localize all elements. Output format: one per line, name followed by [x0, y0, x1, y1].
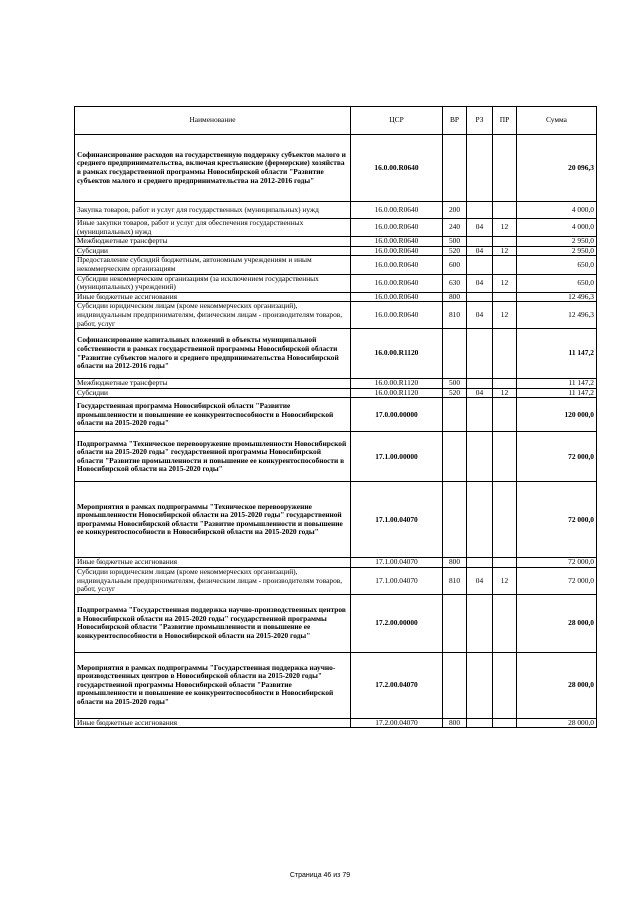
- cell-vr: 810: [443, 567, 467, 594]
- cell-csr: 17.1.00.00000: [351, 432, 443, 482]
- table-row: [75, 237, 597, 247]
- cell-vr: 600: [443, 256, 467, 274]
- cell-csr: 16.0.00.R0640: [351, 202, 443, 219]
- cell-sum: 72 000,0: [517, 567, 597, 594]
- cell-pr: 12: [493, 388, 517, 398]
- cell-pr: [493, 329, 517, 379]
- header-csr: ЦСР: [351, 107, 443, 135]
- cell-csr: 16.0.00.R0640: [351, 237, 443, 247]
- cell-pr: [493, 398, 517, 432]
- cell-sum: 28 000,0: [517, 594, 597, 652]
- cell-name: Субсидии юридическим лицам (кроме некоммерческих организаций), индивидуальным предпринимателям, физическим лицам - производителям товаров, работ, услуг: [75, 567, 351, 594]
- cell-csr: 16.0.00.R1120: [351, 379, 443, 389]
- cell-csr: 17.1.00.04070: [351, 567, 443, 594]
- cell-vr: 630: [443, 274, 467, 292]
- cell-rz: [467, 558, 493, 568]
- page-footer: Страница 46 из 79: [289, 872, 351, 879]
- cell-sum: 650,0: [517, 274, 597, 292]
- cell-name: Государственная программа Новосибирской области "Развитие промышленности и повышение ее конкурентоспособности в Новосибирской области на 2015-2020 годы": [75, 398, 351, 432]
- cell-name: Межбюджетные трансферты: [75, 237, 351, 247]
- cell-pr: [493, 558, 517, 568]
- cell-csr: 17.1.00.04070: [351, 558, 443, 568]
- cell-sum: 650,0: [517, 256, 597, 274]
- cell-rz: [467, 379, 493, 389]
- cell-vr: [443, 329, 467, 379]
- table-row: [75, 652, 597, 718]
- cell-sum: 12 496,3: [517, 302, 597, 329]
- table-row: [75, 274, 597, 292]
- cell-rz: [467, 292, 493, 302]
- cell-vr: 800: [443, 558, 467, 568]
- table-row: [75, 292, 597, 302]
- cell-vr: 240: [443, 219, 467, 237]
- cell-name: Закупка товаров, работ и услуг для государственных (муниципальных) нужд: [75, 202, 351, 219]
- cell-pr: [493, 718, 517, 728]
- cell-rz: 04: [467, 567, 493, 594]
- table-row: [75, 302, 597, 329]
- table-row: [75, 135, 597, 202]
- cell-name: Софинансирование капитальных вложений в объекты муниципальной собственности в рамках государственной программы Новосибирской области "Развитие субъектов малого и среднего предпринимательства Новосибирской области на 2012-2016 годы": [75, 329, 351, 379]
- cell-csr: 17.2.00.04070: [351, 652, 443, 718]
- cell-csr: 16.0.00.R0640: [351, 135, 443, 202]
- cell-name: Иные бюджетные ассигнования: [75, 558, 351, 568]
- cell-sum: 2 950,0: [517, 237, 597, 247]
- cell-name: Иные бюджетные ассигнования: [75, 718, 351, 728]
- cell-pr: 12: [493, 274, 517, 292]
- cell-name: Предоставление субсидий бюджетным, автономным учреждениям и иным некоммерческим организациям: [75, 256, 351, 274]
- cell-pr: [493, 237, 517, 247]
- cell-pr: [493, 432, 517, 482]
- cell-vr: 800: [443, 292, 467, 302]
- cell-csr: 17.0.00.00000: [351, 398, 443, 432]
- cell-rz: [467, 398, 493, 432]
- cell-csr: 16.0.00.R0640: [351, 302, 443, 329]
- cell-csr: 16.0.00.R0640: [351, 219, 443, 237]
- table-row: [75, 329, 597, 379]
- cell-name: Субсидии юридическим лицам (кроме некоммерческих организаций), индивидуальным предпринимателям, физическим лицам - производителям товаров, работ, услуг: [75, 302, 351, 329]
- cell-pr: [493, 202, 517, 219]
- table-row: [75, 718, 597, 728]
- cell-pr: [493, 482, 517, 558]
- cell-csr: 17.1.00.04070: [351, 482, 443, 558]
- table-row: [75, 398, 597, 432]
- cell-vr: [443, 652, 467, 718]
- cell-rz: [467, 135, 493, 202]
- cell-pr: [493, 594, 517, 652]
- table-row: [75, 482, 597, 558]
- table-row: [75, 246, 597, 256]
- cell-vr: 500: [443, 379, 467, 389]
- cell-csr: 16.0.00.R1120: [351, 388, 443, 398]
- cell-rz: [467, 482, 493, 558]
- cell-pr: 12: [493, 246, 517, 256]
- cell-rz: [467, 718, 493, 728]
- cell-csr: 16.0.00.R0640: [351, 292, 443, 302]
- table-row: [75, 379, 597, 389]
- cell-csr: 17.2.00.00000: [351, 594, 443, 652]
- cell-vr: 520: [443, 246, 467, 256]
- cell-rz: 04: [467, 302, 493, 329]
- budget-table: [74, 106, 597, 728]
- cell-sum: 28 000,0: [517, 718, 597, 728]
- cell-csr: 16.0.00.R1120: [351, 329, 443, 379]
- cell-sum: 72 000,0: [517, 432, 597, 482]
- cell-sum: 72 000,0: [517, 482, 597, 558]
- cell-vr: 800: [443, 718, 467, 728]
- cell-pr: [493, 379, 517, 389]
- cell-name: Софинансирование расходов на государственную поддержку субъектов малого и среднего предпринимательства, включая крестьянские (фермерские) хозяйства в рамках государственной программы Новосибирской области "Развитие субъектов малого и среднего предпринимательства на 2012-2016 годы": [75, 135, 351, 202]
- table-row: [75, 567, 597, 594]
- cell-name: Субсидии: [75, 246, 351, 256]
- cell-rz: [467, 202, 493, 219]
- cell-sum: 12 496,3: [517, 292, 597, 302]
- header-pr: ПР: [493, 107, 517, 135]
- cell-csr: 16.0.00.R0640: [351, 274, 443, 292]
- table-row: [75, 432, 597, 482]
- cell-pr: 12: [493, 219, 517, 237]
- cell-name: Мероприятия в рамках подпрограммы "Техническое перевооружение промышленности Новосибирской области на 2015-2020 годы" государственной программы Новосибирской области "Развитие промышленности и повышение ее конкурентоспособности в Новосибирской области на 2015-2020 годы": [75, 482, 351, 558]
- table-row: [75, 256, 597, 274]
- cell-sum: 120 000,0: [517, 398, 597, 432]
- cell-rz: [467, 329, 493, 379]
- cell-rz: 04: [467, 274, 493, 292]
- cell-pr: 12: [493, 302, 517, 329]
- cell-name: Иные бюджетные ассигнования: [75, 292, 351, 302]
- cell-sum: 72 000,0: [517, 558, 597, 568]
- cell-sum: 2 950,0: [517, 246, 597, 256]
- cell-vr: [443, 432, 467, 482]
- cell-vr: [443, 398, 467, 432]
- cell-vr: [443, 135, 467, 202]
- cell-sum: 4 000,0: [517, 202, 597, 219]
- cell-rz: [467, 594, 493, 652]
- cell-sum: 20 096,3: [517, 135, 597, 202]
- cell-rz: 04: [467, 388, 493, 398]
- cell-csr: 17.2.00.04070: [351, 718, 443, 728]
- table-row: [75, 558, 597, 568]
- cell-sum: 11 147,2: [517, 329, 597, 379]
- cell-rz: [467, 432, 493, 482]
- cell-rz: [467, 237, 493, 247]
- cell-vr: 500: [443, 237, 467, 247]
- cell-vr: [443, 594, 467, 652]
- cell-name: Мероприятия в рамках подпрограммы "Государственная поддержка научно-производственных центров в Новосибирской области на 2015-2020 годы" государственной программы Новосибирской области "Развитие промышленности и повышение ее конкурентоспособности в Новосибирской области на 2015-2020 годы": [75, 652, 351, 718]
- cell-sum: 11 147,2: [517, 388, 597, 398]
- header-name: Наименование: [75, 107, 351, 135]
- cell-name: Субсидии: [75, 388, 351, 398]
- cell-sum: 4 000,0: [517, 219, 597, 237]
- cell-name: Иные закупки товаров, работ и услуг для обеспечения государственных (муниципальных) нужд: [75, 219, 351, 237]
- header-sum: Сумма: [517, 107, 597, 135]
- header-vr: ВР: [443, 107, 467, 135]
- cell-name: Подпрограмма "Государственная поддержка научно-производственных центров в Новосибирской области на 2015-2020 годы" государственной программы Новосибирской области "Развитие промышленности и повышение ее конкурентоспособности в Новосибирской области на 2015-2020 годы": [75, 594, 351, 652]
- cell-rz: 04: [467, 246, 493, 256]
- cell-rz: 04: [467, 219, 493, 237]
- cell-rz: [467, 652, 493, 718]
- cell-pr: [493, 256, 517, 274]
- cell-pr: [493, 135, 517, 202]
- table-row: [75, 202, 597, 219]
- cell-vr: [443, 482, 467, 558]
- cell-sum: 28 000,0: [517, 652, 597, 718]
- cell-name: Субсидии некоммерческим организациям (за исключением государственных (муниципальных) учреждений): [75, 274, 351, 292]
- header-rz: РЗ: [467, 107, 493, 135]
- cell-vr: 520: [443, 388, 467, 398]
- cell-pr: 12: [493, 567, 517, 594]
- table-row: [75, 219, 597, 237]
- cell-vr: 810: [443, 302, 467, 329]
- cell-name: Подпрограмма "Техническое перевооружение промышленности Новосибирской области на 2015-2020 годы" государственной программы Новосибирской области "Развитие промышленности и повышение ее конкурентоспособности в Новосибирской области на 2015-2020 годы": [75, 432, 351, 482]
- table-row: [75, 388, 597, 398]
- table-header-row: [75, 107, 597, 135]
- cell-csr: 16.0.00.R0640: [351, 246, 443, 256]
- cell-pr: [493, 652, 517, 718]
- cell-sum: 11 147,2: [517, 379, 597, 389]
- cell-name: Межбюджетные трансферты: [75, 379, 351, 389]
- cell-csr: 16.0.00.R0640: [351, 256, 443, 274]
- cell-rz: [467, 256, 493, 274]
- cell-pr: [493, 292, 517, 302]
- cell-vr: 200: [443, 202, 467, 219]
- table-row: [75, 594, 597, 652]
